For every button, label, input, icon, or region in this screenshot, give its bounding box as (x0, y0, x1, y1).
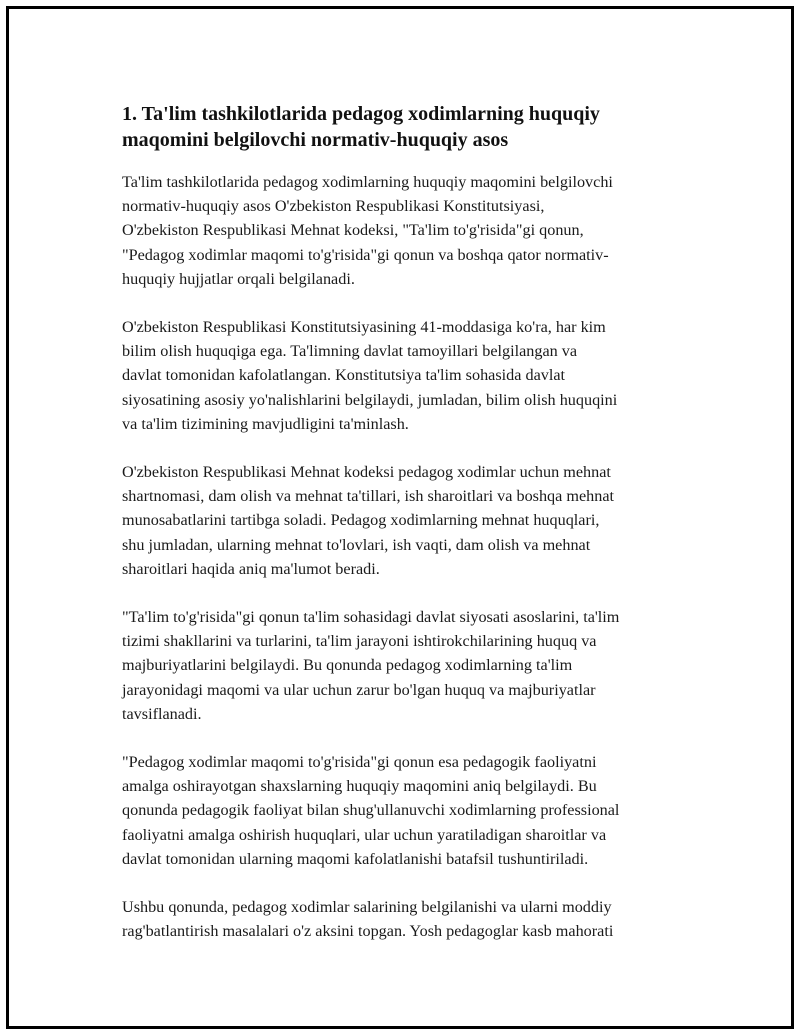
document-content (122, 101, 702, 967)
text-line: tavsiflanadi. (122, 704, 202, 723)
text-line: davlat tomonidan ularning maqomi kafolatlanishi batafsil tushuntiriladi. (122, 849, 589, 868)
text-line: Ta'lim tashkilotlarida pedagog xodimlarning huquqiy maqomini belgilovchi (122, 173, 613, 191)
text-line: shu jumladan, ularning mehnat to'lovlari, ish vaqti, dam olish va mehnat (122, 535, 591, 554)
heading-line: maqomini belgilovchi normativ-huquqiy asos (122, 129, 509, 151)
text-line: majburiyatlarini belgilaydi. Bu qonunda pedagog xodimlarning ta'lim (122, 656, 573, 675)
text-line: normativ-huquqiy asos O'zbekiston Respublikasi Konstitutsiyasi, (122, 197, 545, 216)
paragraph-constitution (122, 315, 702, 436)
page-frame (6, 6, 794, 1029)
text-line: "Pedagog xodimlar maqomi to'g'risida"gi qonun va boshqa qator normativ- (122, 245, 609, 264)
section-heading (122, 101, 702, 153)
text-line: jarayonidagi maqomi va ular uchun zarur bo'lgan huquq va majburiyatlar (122, 680, 596, 699)
text-line: va ta'lim tizimining mavjudligini ta'minlash. (122, 414, 409, 433)
text-line: O'zbekiston Respublikasi Konstitutsiyasining 41-moddasiga ko'ra, har kim (122, 318, 606, 337)
paragraph-legal-basis (122, 170, 702, 291)
paragraph-labor-code (122, 460, 702, 581)
text-line: shartnomasi, dam olish va mehnat ta'tillari, ish sharoitlari va boshqa mehnat (122, 487, 615, 506)
text-line: munosabatlarini tartibga soladi. Pedagog xodimlarning mehnat huquqlari, (122, 511, 600, 530)
heading-line: 1. Ta'lim tashkilotlarida pedagog xodimlarning huquqiy (122, 103, 600, 125)
text-line: "Pedagog xodimlar maqomi to'g'risida"gi qonun esa pedagogik faoliyatni (122, 753, 597, 772)
paragraph-pedagog-status-law (122, 750, 702, 871)
text-line: amalga oshirayotgan shaxslarning huquqiy maqomini aniq belgilaydi. Bu (122, 777, 597, 796)
text-line: siyosatining asosiy yo'nalishlarini belgilaydi, jumladan, bilim olish huquqini (122, 390, 618, 409)
text-line: davlat tomonidan kafolatlangan. Konstitutsiya ta'lim sohasida davlat (122, 366, 566, 385)
text-line: "Ta'lim to'g'risida"gi qonun ta'lim sohasidagi davlat siyosati asoslarini, ta'lim (122, 608, 620, 627)
text-line: huquqiy hujjatlar orqali belgilanadi. (122, 269, 355, 288)
text-line: O'zbekiston Respublikasi Mehnat kodeksi, "Ta'lim to'g'risida"gi qonun, (122, 221, 584, 240)
paragraph-salaries (122, 895, 702, 943)
text-line: faoliyatni amalga oshirish huquqlari, ular uchun yaratiladigan sharoitlar va (122, 825, 607, 844)
text-line: rag'batlantirish masalalari o'z aksini topgan. Yosh pedagoglar kasb mahorati (122, 922, 614, 941)
text-line: bilim olish huquqiga ega. Ta'limning davlat tamoyillari belgilangan va (122, 342, 578, 361)
paragraph-education-law (122, 605, 702, 726)
text-line: O'zbekiston Respublikasi Mehnat kodeksi pedagog xodimlar uchun mehnat (122, 463, 611, 482)
text-line: qonunda pedagogik faoliyat bilan shug'ullanuvchi xodimlarning professional (122, 801, 620, 820)
text-line: Ushbu qonunda, pedagog xodimlar salarining belgilanishi va ularni moddiy (122, 898, 612, 917)
text-line: tizimi shakllarini va turlarini, ta'lim jarayoni ishtirokchilarining huquq va (122, 632, 597, 651)
text-line: sharoitlari haqida aniq ma'lumot beradi. (122, 559, 380, 578)
